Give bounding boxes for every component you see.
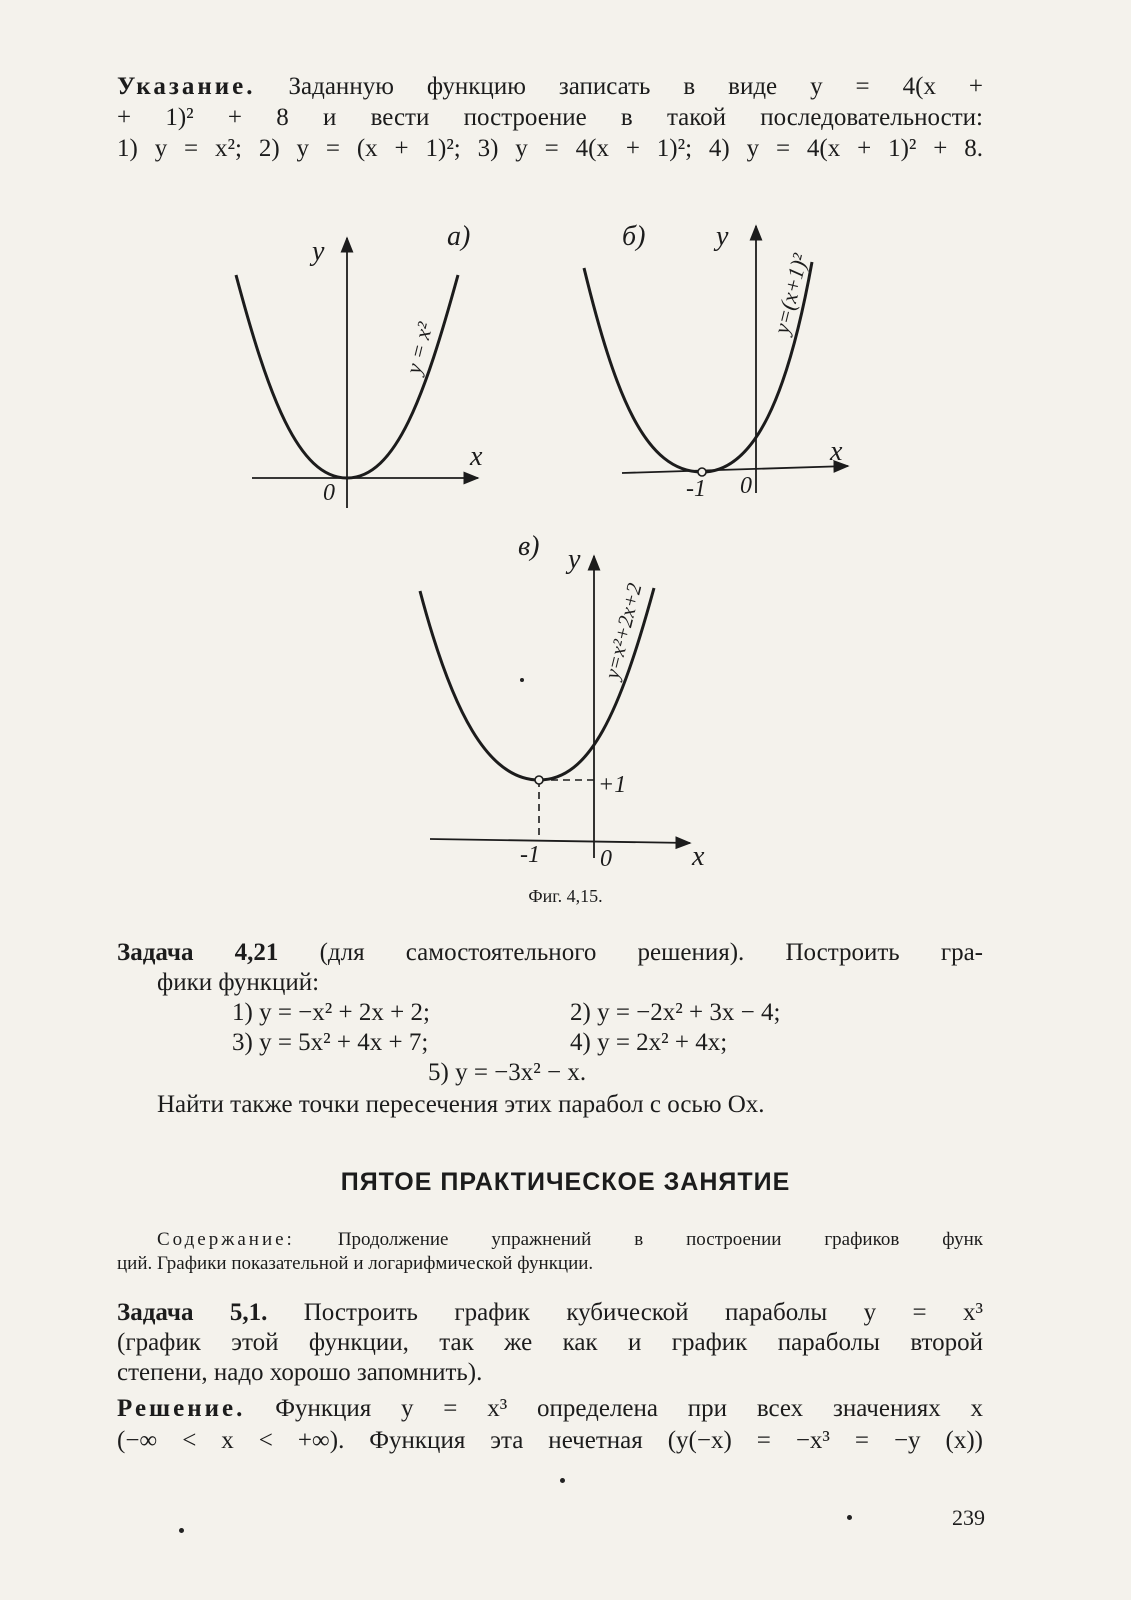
task-4-21-formula-3: 3) y = 5x² + 4x + 7; (232, 1029, 429, 1056)
task-5-1-text-1: Построить график кубической параболы y = x³ (303, 1299, 983, 1326)
figure-caption: Фиг. 4,15. (528, 886, 603, 906)
panel-v-curve-label: y=x²+2x+2 (599, 580, 647, 682)
panel-v-tag: в) (518, 531, 540, 562)
panel-v-origin: 0 (600, 846, 612, 872)
contents-line-2: ций. Графики показательной и логарифмической функции. (117, 1253, 594, 1274)
hint-lead: Указание. (117, 73, 256, 100)
panel-a-x-label: x (470, 441, 483, 472)
panel-v-x-label: x (692, 841, 705, 872)
panel-b-x-label: x (830, 436, 843, 467)
panel-v (420, 556, 690, 858)
panel-b-tag: б) (622, 221, 646, 252)
task-5-1-lead: Задача 5,1. (117, 1299, 268, 1326)
solution-line-2: (−∞ < x < +∞). Функция эта нечетная (y(−x) = −x³ = −y (x)) (117, 1427, 983, 1454)
panel-a-curve-label: y = x² (400, 319, 438, 377)
task-4-21-line-1 (117, 938, 983, 968)
task-5-1-line-1 (117, 1298, 983, 1328)
task-5-1-line-2: (график этой функции, так же как и график параболы второй (117, 1329, 983, 1356)
task-4-21-formula-2: 2) y = −2x² + 3x − 4; (570, 999, 781, 1026)
panel-a-y-label: y (312, 236, 325, 267)
solution-line-1 (117, 1394, 983, 1424)
task-4-21-text-1: (для самостоятельного решения). Построить гра- (319, 939, 984, 966)
task-4-21-lead: Задача 4,21 (117, 939, 279, 966)
task-4-21-last-line: Найти также точки пересечения этих парабол с осью Ox. (157, 1091, 765, 1118)
hint-text-1: Заданную функцию записать в виде y = 4(x + (288, 73, 984, 100)
panel-a-tag: а) (447, 221, 471, 252)
contents-line-1 (157, 1228, 983, 1252)
panel-b-vertex-marker (698, 468, 706, 476)
solution-lead: Решение. (117, 1395, 246, 1422)
page-number: 239 (952, 1505, 985, 1530)
panel-v-vertex-x-label: -1 (520, 842, 540, 868)
hint-line-2: + 1)² + 8 и вести построение в такой последовательности: (117, 104, 983, 131)
panel-b-origin: 0 (740, 473, 752, 499)
panel-v-vertex-marker (535, 776, 543, 784)
panel-b-vertex-label: -1 (686, 476, 706, 502)
panel-a (236, 238, 478, 508)
task-4-21-formula-5: 5) y = −3x² − x. (428, 1059, 587, 1086)
panel-b-x-axis (622, 466, 848, 473)
panel-b-curve-label: y=(x+1)² (768, 251, 813, 337)
section-title: ПЯТОЕ ПРАКТИЧЕСКОЕ ЗАНЯТИЕ (340, 1168, 791, 1196)
panel-v-y-label: y (568, 544, 581, 575)
solution-text-1: Функция y = x³ определена при всех значениях x (275, 1395, 984, 1422)
scan-speck (847, 1515, 852, 1520)
panel-v-x-axis (430, 839, 690, 843)
contents-lead: Содержание: (157, 1229, 295, 1250)
hint-line-3: 1) y = x²; 2) y = (x + 1)²; 3) y = 4(x + 1)²; 4) y = 4(x + 1)² + 8. (117, 135, 983, 162)
panel-v-vertex-y-label: +1 (598, 772, 627, 798)
scan-speck (179, 1528, 184, 1533)
task-4-21-formula-4: 4) y = 2x² + 4x; (570, 1029, 728, 1056)
panel-b-y-label: y (716, 221, 729, 252)
task-5-1-line-3: степени, надо хорошо запомнить). (117, 1359, 483, 1386)
scan-speck (520, 678, 524, 682)
task-4-21-line-2: фики функций: (157, 969, 320, 996)
task-4-21-formula-1: 1) y = −x² + 2x + 2; (232, 999, 430, 1026)
scan-speck (560, 1478, 565, 1483)
panel-a-origin: 0 (323, 480, 335, 506)
contents-text-1: Продолжение упражнений в построении графиков функ (337, 1229, 984, 1250)
